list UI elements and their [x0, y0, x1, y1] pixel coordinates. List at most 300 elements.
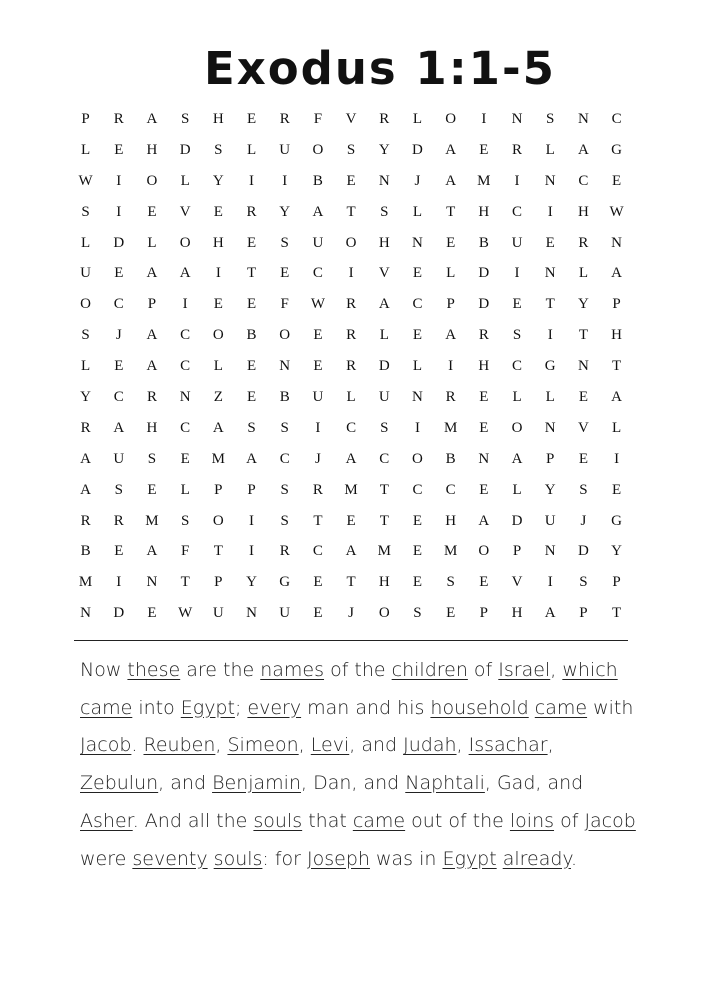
grid-letter[interactable]: W: [178, 605, 193, 622]
grid-letter[interactable]: E: [213, 296, 223, 313]
grid-letter[interactable]: O: [412, 450, 423, 467]
grid-letter[interactable]: N: [80, 605, 92, 622]
grid-letter[interactable]: B: [246, 327, 257, 344]
grid-letter[interactable]: B: [279, 389, 290, 406]
grid-letter[interactable]: V: [345, 111, 357, 127]
grid-letter[interactable]: R: [346, 327, 357, 344]
grid-letter[interactable]: I: [448, 358, 454, 375]
grid-letter[interactable]: V: [378, 265, 390, 282]
grid-letter[interactable]: L: [81, 358, 91, 375]
grid-letter[interactable]: E: [578, 389, 588, 406]
grid-letter[interactable]: D: [511, 512, 523, 529]
grid-letter[interactable]: T: [313, 512, 323, 529]
grid-letter[interactable]: R: [80, 419, 91, 436]
grid-letter[interactable]: U: [212, 605, 224, 622]
grid-letter[interactable]: Y: [279, 203, 291, 220]
grid-letter[interactable]: G: [611, 141, 623, 158]
grid-letter[interactable]: D: [478, 265, 490, 282]
grid-letter[interactable]: C: [512, 358, 523, 375]
grid-letter[interactable]: M: [78, 574, 93, 591]
grid-letter[interactable]: Y: [80, 389, 92, 406]
grid-letter[interactable]: L: [379, 327, 389, 344]
grid-letter[interactable]: E: [246, 296, 257, 313]
grid-letter[interactable]: S: [579, 481, 588, 498]
grid-letter[interactable]: W: [609, 203, 624, 220]
grid-letter[interactable]: H: [378, 574, 390, 591]
grid-letter[interactable]: P: [214, 481, 223, 498]
grid-letter[interactable]: U: [312, 234, 324, 251]
grid-letter[interactable]: U: [279, 141, 291, 158]
grid-letter[interactable]: I: [547, 327, 553, 344]
grid-letter[interactable]: I: [414, 419, 420, 436]
grid-letter[interactable]: C: [346, 419, 357, 436]
grid-letter[interactable]: I: [514, 265, 520, 282]
grid-letter[interactable]: V: [179, 203, 191, 220]
grid-letter[interactable]: L: [612, 419, 622, 436]
grid-letter[interactable]: D: [113, 234, 125, 251]
grid-letter[interactable]: O: [445, 111, 457, 127]
grid-letter[interactable]: P: [81, 111, 90, 127]
grid-letter[interactable]: L: [412, 358, 423, 375]
grid-letter[interactable]: N: [511, 111, 523, 127]
grid-letter[interactable]: E: [412, 574, 423, 591]
grid-letter[interactable]: T: [213, 543, 223, 560]
grid-letter[interactable]: L: [346, 389, 356, 406]
grid-letter[interactable]: A: [212, 419, 224, 436]
grid-letter[interactable]: E: [479, 141, 489, 158]
grid-letter[interactable]: L: [412, 111, 423, 127]
grid-letter[interactable]: T: [612, 605, 622, 622]
grid-letter[interactable]: P: [612, 296, 621, 313]
grid-letter[interactable]: C: [312, 265, 323, 282]
grid-letter[interactable]: A: [445, 172, 457, 189]
grid-letter[interactable]: A: [146, 327, 158, 344]
grid-letter[interactable]: S: [380, 419, 389, 436]
grid-letter[interactable]: U: [378, 389, 390, 406]
grid-letter[interactable]: I: [249, 172, 255, 189]
grid-letter[interactable]: C: [180, 358, 191, 375]
grid-letter[interactable]: O: [511, 419, 523, 436]
grid-letter[interactable]: P: [612, 574, 621, 591]
grid-letter[interactable]: C: [611, 111, 622, 127]
grid-letter[interactable]: O: [279, 327, 291, 344]
grid-letter[interactable]: G: [279, 574, 291, 591]
grid-letter[interactable]: L: [446, 265, 456, 282]
grid-letter[interactable]: A: [611, 265, 623, 282]
grid-letter[interactable]: E: [479, 389, 489, 406]
grid-letter[interactable]: D: [113, 605, 125, 622]
grid-letter[interactable]: O: [312, 141, 324, 158]
grid-letter[interactable]: O: [179, 234, 191, 251]
grid-letter[interactable]: L: [180, 172, 190, 189]
grid-letter[interactable]: H: [212, 234, 224, 251]
grid-letter[interactable]: E: [346, 512, 356, 529]
grid-letter[interactable]: E: [512, 296, 522, 313]
grid-letter[interactable]: T: [180, 574, 190, 591]
grid-letter[interactable]: N: [378, 172, 390, 189]
grid-letter[interactable]: T: [545, 296, 555, 313]
grid-letter[interactable]: P: [214, 574, 223, 591]
hidden-word: Zebulun: [80, 772, 159, 795]
grid-letter[interactable]: B: [445, 450, 456, 467]
grid-letter[interactable]: I: [116, 574, 122, 591]
passage-text: out of the: [405, 809, 510, 832]
grid-letter[interactable]: A: [345, 543, 357, 560]
grid-letter[interactable]: A: [80, 481, 92, 498]
grid-letter[interactable]: E: [412, 265, 423, 282]
grid-letter[interactable]: A: [113, 419, 125, 436]
passage-text: of the: [324, 659, 392, 681]
grid-letter[interactable]: I: [116, 172, 122, 189]
grid-letter[interactable]: E: [180, 450, 190, 467]
grid-letter[interactable]: E: [479, 481, 489, 498]
grid-letter[interactable]: S: [147, 450, 157, 467]
grid-letter[interactable]: L: [180, 481, 190, 498]
grid-letter[interactable]: A: [246, 450, 257, 467]
grid-letter[interactable]: Y: [544, 481, 556, 498]
grid-letter[interactable]: H: [478, 358, 490, 375]
grid-letter[interactable]: E: [313, 358, 323, 375]
passage-text: ,: [456, 734, 469, 757]
grid-letter[interactable]: I: [249, 543, 255, 560]
grid-letter[interactable]: J: [314, 450, 321, 467]
grid-letter[interactable]: S: [247, 419, 256, 436]
grid-letter[interactable]: T: [578, 327, 588, 344]
grid-letter[interactable]: A: [611, 389, 623, 406]
grid-letter[interactable]: E: [147, 203, 157, 220]
grid-letter[interactable]: I: [116, 203, 122, 220]
grid-letter[interactable]: R: [346, 296, 357, 313]
grid-letter[interactable]: A: [146, 111, 158, 127]
grid-letter[interactable]: A: [146, 265, 158, 282]
grid-letter[interactable]: R: [246, 203, 257, 220]
grid-letter[interactable]: B: [312, 172, 323, 189]
grid-letter[interactable]: P: [512, 543, 522, 560]
grid-letter[interactable]: E: [446, 234, 456, 251]
grid-letter[interactable]: S: [280, 481, 289, 498]
grid-letter[interactable]: D: [378, 358, 390, 375]
grid-letter[interactable]: S: [114, 481, 123, 498]
passage-text: the: [216, 809, 254, 832]
grid-letter[interactable]: C: [279, 450, 290, 467]
grid-letter[interactable]: R: [578, 234, 589, 251]
grid-letter[interactable]: N: [544, 543, 556, 560]
grid-letter[interactable]: R: [512, 141, 523, 158]
grid-letter[interactable]: L: [81, 234, 91, 251]
grid-letter[interactable]: E: [346, 172, 356, 189]
grid-letter[interactable]: C: [412, 481, 423, 498]
grid-letter[interactable]: G: [611, 512, 623, 529]
grid-letter[interactable]: H: [212, 111, 224, 127]
grid-letter[interactable]: H: [445, 512, 457, 529]
grid-letter[interactable]: F: [313, 111, 323, 127]
grid-letter[interactable]: P: [479, 605, 489, 622]
grid-letter[interactable]: A: [378, 296, 390, 313]
grid-letter[interactable]: M: [344, 481, 358, 498]
grid-letter[interactable]: Y: [378, 141, 390, 158]
grid-letter[interactable]: T: [346, 574, 356, 591]
grid-letter[interactable]: C: [379, 450, 390, 467]
grid-letter[interactable]: Y: [611, 543, 623, 560]
grid-letter[interactable]: W: [310, 296, 325, 313]
grid-letter[interactable]: B: [478, 234, 489, 251]
grid-letter[interactable]: H: [577, 203, 589, 220]
grid-letter[interactable]: A: [544, 605, 556, 622]
grid-letter[interactable]: R: [113, 111, 124, 127]
grid-letter[interactable]: P: [546, 450, 555, 467]
grid-letter[interactable]: R: [445, 389, 456, 406]
grid-letter[interactable]: N: [412, 234, 423, 251]
grid-letter[interactable]: R: [80, 512, 91, 529]
grid-letter[interactable]: U: [279, 605, 291, 622]
grid-letter[interactable]: I: [215, 265, 221, 282]
grid-letter[interactable]: M: [443, 543, 458, 560]
grid-letter[interactable]: H: [146, 419, 158, 436]
grid-letter[interactable]: U: [113, 450, 125, 467]
grid-letter[interactable]: O: [80, 296, 92, 313]
grid-letter[interactable]: E: [446, 605, 456, 622]
grid-letter[interactable]: R: [279, 111, 290, 127]
grid-letter[interactable]: A: [511, 450, 523, 467]
grid-letter[interactable]: C: [180, 419, 191, 436]
grid-letter[interactable]: R: [478, 327, 489, 344]
grid-letter[interactable]: N: [544, 172, 556, 189]
grid-letter[interactable]: S: [446, 574, 455, 591]
grid-letter[interactable]: I: [282, 172, 288, 189]
grid-letter[interactable]: L: [512, 481, 522, 498]
grid-letter[interactable]: V: [511, 574, 523, 591]
grid-letter[interactable]: N: [577, 358, 589, 375]
grid-letter[interactable]: E: [479, 419, 489, 436]
grid-letter[interactable]: C: [180, 327, 191, 344]
grid-letter[interactable]: D: [478, 296, 490, 313]
grid-letter[interactable]: C: [578, 172, 589, 189]
grid-letter[interactable]: T: [346, 203, 356, 220]
grid-letter[interactable]: M: [377, 543, 391, 560]
grid-letter[interactable]: E: [213, 203, 223, 220]
grid-letter[interactable]: A: [146, 543, 158, 560]
grid-letter[interactable]: R: [379, 111, 390, 127]
hidden-word: Benjamin: [212, 772, 301, 795]
grid-letter[interactable]: U: [544, 512, 556, 529]
grid-letter[interactable]: Y: [577, 296, 589, 313]
grid-letter[interactable]: C: [512, 203, 523, 220]
grid-letter[interactable]: C: [312, 543, 323, 560]
grid-letter[interactable]: R: [312, 481, 323, 498]
grid-letter[interactable]: A: [445, 141, 457, 158]
grid-letter[interactable]: E: [412, 327, 423, 344]
grid-letter[interactable]: B: [80, 543, 91, 560]
grid-letter[interactable]: O: [378, 605, 390, 622]
grid-letter[interactable]: M: [211, 450, 226, 467]
grid-letter[interactable]: S: [579, 574, 588, 591]
grid-letter[interactable]: A: [577, 141, 589, 158]
grid-letter[interactable]: S: [280, 419, 289, 436]
grid-letter[interactable]: N: [544, 265, 556, 282]
grid-letter[interactable]: Y: [246, 574, 257, 591]
grid-letter[interactable]: U: [511, 234, 523, 251]
grid-letter[interactable]: N: [179, 389, 191, 406]
grid-letter[interactable]: S: [280, 234, 289, 251]
grid-letter[interactable]: E: [147, 605, 157, 622]
grid-letter[interactable]: J: [115, 327, 122, 344]
grid-letter[interactable]: O: [212, 327, 224, 344]
passage-text: , and: [349, 734, 404, 757]
grid-letter[interactable]: T: [379, 512, 389, 529]
grid-letter[interactable]: N: [246, 605, 257, 622]
grid-letter[interactable]: A: [478, 512, 490, 529]
grid-letter[interactable]: A: [146, 358, 158, 375]
grid-letter[interactable]: H: [146, 141, 158, 158]
grid-letter[interactable]: N: [146, 574, 158, 591]
grid-letter[interactable]: O: [478, 543, 490, 560]
grid-letter[interactable]: W: [78, 172, 93, 189]
grid-letter[interactable]: E: [114, 141, 124, 158]
grid-letter[interactable]: J: [414, 172, 421, 189]
grid-letter[interactable]: E: [479, 574, 489, 591]
grid-letter[interactable]: M: [145, 512, 159, 529]
grid-letter[interactable]: E: [545, 234, 555, 251]
grid-letter[interactable]: H: [478, 203, 490, 220]
grid-letter[interactable]: S: [346, 141, 356, 158]
grid-letter[interactable]: T: [612, 358, 622, 375]
grid-letter[interactable]: I: [182, 296, 188, 313]
grid-letter[interactable]: D: [412, 141, 423, 158]
grid-letter[interactable]: I: [481, 111, 487, 127]
grid-letter[interactable]: E: [612, 481, 622, 498]
grid-letter[interactable]: O: [345, 234, 357, 251]
grid-letter[interactable]: N: [412, 389, 423, 406]
grid-letter[interactable]: A: [80, 450, 92, 467]
grid-letter[interactable]: D: [179, 141, 191, 158]
grid-letter[interactable]: S: [380, 203, 389, 220]
grid-letter[interactable]: E: [246, 389, 257, 406]
grid-letter[interactable]: I: [614, 450, 620, 467]
grid-letter[interactable]: M: [443, 419, 458, 436]
grid-letter[interactable]: E: [280, 265, 290, 282]
grid-letter[interactable]: I: [514, 172, 520, 189]
grid-letter[interactable]: D: [577, 543, 589, 560]
grid-letter[interactable]: P: [446, 296, 455, 313]
grid-letter[interactable]: N: [577, 111, 589, 127]
grid-letter[interactable]: R: [113, 512, 124, 529]
grid-letter[interactable]: A: [179, 265, 191, 282]
grid-letter[interactable]: L: [545, 389, 555, 406]
grid-letter[interactable]: S: [180, 111, 190, 127]
grid-letter[interactable]: N: [478, 450, 490, 467]
grid-letter[interactable]: U: [80, 265, 92, 282]
grid-letter[interactable]: S: [214, 141, 223, 158]
grid-letter[interactable]: I: [348, 265, 354, 282]
grid-letter[interactable]: Y: [212, 172, 224, 189]
grid-letter[interactable]: M: [477, 172, 491, 189]
grid-letter[interactable]: N: [279, 358, 291, 375]
grid-letter[interactable]: G: [544, 358, 556, 375]
grid-letter[interactable]: E: [114, 358, 124, 375]
grid-letter[interactable]: S: [81, 203, 90, 220]
grid-letter[interactable]: L: [147, 234, 157, 251]
grid-letter[interactable]: O: [212, 512, 224, 529]
grid-letter[interactable]: F: [280, 296, 289, 313]
hidden-word: Naphtali: [405, 772, 485, 795]
grid-letter[interactable]: A: [345, 450, 357, 467]
grid-letter[interactable]: E: [313, 327, 323, 344]
grid-letter[interactable]: L: [246, 141, 257, 158]
grid-letter[interactable]: R: [279, 543, 290, 560]
grid-letter[interactable]: I: [547, 574, 553, 591]
grid-letter[interactable]: T: [246, 265, 257, 282]
grid-letter[interactable]: P: [579, 605, 588, 622]
grid-letter[interactable]: L: [412, 203, 423, 220]
grid-letter[interactable]: H: [378, 234, 390, 251]
grid-letter[interactable]: L: [545, 141, 555, 158]
grid-letter[interactable]: H: [611, 327, 623, 344]
grid-letter[interactable]: T: [446, 203, 456, 220]
grid-letter[interactable]: S: [546, 111, 555, 127]
grid-letter[interactable]: E: [412, 543, 423, 560]
grid-letter[interactable]: E: [612, 172, 622, 189]
grid-letter[interactable]: R: [346, 358, 357, 375]
grid-letter[interactable]: C: [412, 296, 423, 313]
grid-letter[interactable]: A: [312, 203, 324, 220]
grid-letter[interactable]: E: [246, 111, 257, 127]
grid-letter[interactable]: S: [180, 512, 190, 529]
grid-letter[interactable]: L: [578, 265, 588, 282]
grid-letter[interactable]: J: [580, 512, 587, 529]
grid-letter[interactable]: E: [147, 481, 157, 498]
grid-letter[interactable]: L: [512, 389, 522, 406]
grid-letter[interactable]: S: [81, 327, 90, 344]
grid-letter[interactable]: E: [313, 605, 323, 622]
hidden-word: Jacob: [80, 734, 132, 757]
grid-letter[interactable]: E: [114, 543, 124, 560]
grid-letter[interactable]: E: [246, 358, 257, 375]
grid-letter[interactable]: L: [81, 141, 91, 158]
grid-letter[interactable]: L: [213, 358, 223, 375]
grid-letter[interactable]: S: [512, 327, 522, 344]
grid-letter[interactable]: I: [315, 419, 321, 436]
grid-letter[interactable]: I: [547, 203, 553, 220]
grid-letter[interactable]: E: [412, 512, 423, 529]
grid-letter[interactable]: C: [113, 389, 124, 406]
passage-text: : for: [262, 847, 308, 870]
grid-letter[interactable]: I: [249, 512, 255, 529]
grid-letter[interactable]: V: [577, 419, 589, 436]
grid-letter[interactable]: E: [578, 450, 588, 467]
grid-letter[interactable]: T: [379, 481, 389, 498]
grid-letter[interactable]: A: [445, 327, 457, 344]
grid-letter[interactable]: S: [413, 605, 422, 622]
grid-letter[interactable]: C: [445, 481, 456, 498]
grid-letter[interactable]: N: [611, 234, 623, 251]
grid-letter[interactable]: J: [348, 605, 355, 622]
grid-letter[interactable]: E: [313, 574, 323, 591]
grid-letter[interactable]: R: [146, 389, 157, 406]
grid-letter[interactable]: C: [113, 296, 124, 313]
grid-letter[interactable]: S: [280, 512, 289, 529]
grid-letter[interactable]: P: [147, 296, 157, 313]
grid-letter[interactable]: Z: [213, 389, 223, 406]
hidden-word: Israel: [498, 659, 551, 681]
grid-letter[interactable]: E: [114, 265, 124, 282]
grid-letter[interactable]: P: [247, 481, 256, 498]
grid-letter[interactable]: E: [246, 234, 257, 251]
grid-letter[interactable]: F: [180, 543, 190, 560]
grid-letter[interactable]: N: [544, 419, 556, 436]
grid-letter[interactable]: U: [312, 389, 324, 406]
grid-letter[interactable]: O: [146, 172, 158, 189]
grid-letter[interactable]: H: [511, 605, 523, 622]
